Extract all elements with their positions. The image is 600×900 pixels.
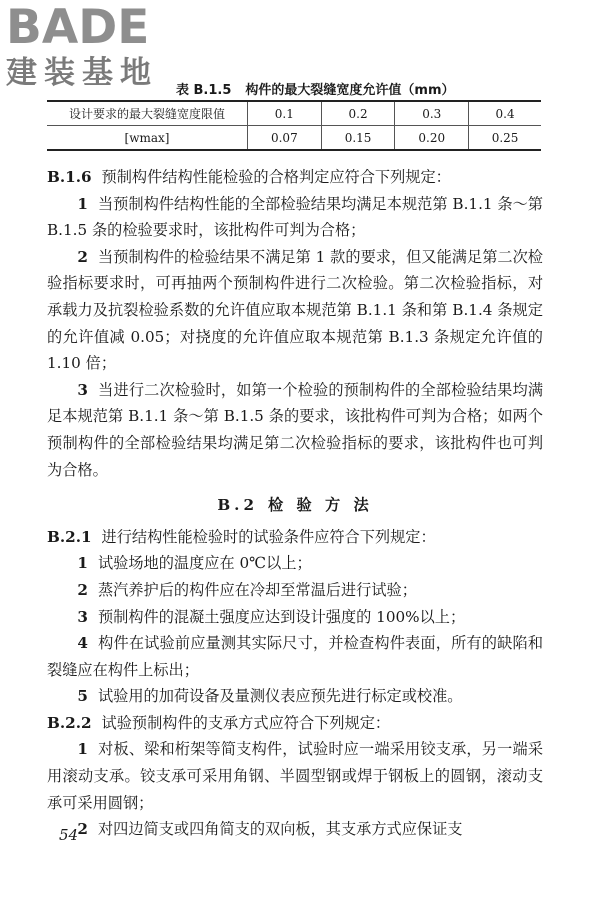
item-text: 当进行二次检验时，如第一个检验的预制构件的全部检验结果均满足本规范第 B.1.1 条～第 B.1.5 条的要求，该批构件可判为合格；如两个预制构件的全部检验结果均满足第二次检验指标的要求，该批构件也可判为合格。 <box>47 380 543 479</box>
section-label: B.2 <box>217 496 259 515</box>
logo-wordmark: BADE <box>6 0 150 55</box>
item-number: 2 <box>77 580 88 599</box>
item-number: 5 <box>77 687 88 706</box>
list-item <box>47 630 543 683</box>
table-caption <box>176 79 455 98</box>
item-text: 蒸汽养护后的构件应在冷却至常温后进行试验； <box>97 580 417 599</box>
clause-label: B.1.6 <box>47 168 92 186</box>
table-cell: 0.2 <box>321 101 395 126</box>
table-cell-label: 设计要求的最大裂缝宽度限值 <box>47 101 248 126</box>
crack-width-table <box>47 100 541 151</box>
table-cell: 0.15 <box>321 126 395 151</box>
document-body <box>47 164 543 843</box>
clause-b21 <box>47 524 543 551</box>
clause-b16 <box>47 164 543 191</box>
page-number: 54 <box>59 826 79 844</box>
item-text: 当预制构件结构性能的全部检验结果均满足本规范第 B.1.1 条～第 B.1.5 条的检验要求时，该批构件可判为合格； <box>47 194 543 240</box>
list-item <box>47 550 543 577</box>
clause-text: 预制构件结构性能检验的合格判定应符合下列规定： <box>101 168 451 186</box>
item-number: 1 <box>77 740 88 759</box>
item-number: 1 <box>77 194 88 213</box>
list-item <box>47 577 543 604</box>
clause-b22 <box>47 710 543 737</box>
item-number: 2 <box>77 820 88 839</box>
list-item <box>47 604 543 631</box>
table-number: 表 B.1.5 <box>176 83 232 98</box>
table-cell: 0.25 <box>469 126 541 151</box>
bade-logo <box>6 2 176 94</box>
section-heading <box>47 492 543 519</box>
clause-text: 进行结构性能检验时的试验条件应符合下列规定： <box>101 527 436 546</box>
table-row <box>47 101 541 126</box>
list-item <box>47 244 543 377</box>
table-cell: 0.1 <box>248 101 322 126</box>
item-text: 构件在试验前应量测其实际尺寸，并检查构件表面，所有的缺陷和裂缝应在构件上标出； <box>47 634 543 679</box>
item-number: 4 <box>77 634 88 653</box>
table-cell: 0.4 <box>469 101 541 126</box>
list-item <box>47 191 543 244</box>
table-cell: 0.20 <box>395 126 469 151</box>
item-number: 3 <box>77 380 88 399</box>
list-item <box>47 377 543 483</box>
item-text: 预制构件的混凝土强度应达到设计强度的 100%以上； <box>97 607 466 626</box>
table-cell: 0.3 <box>395 101 469 126</box>
table-row <box>47 126 541 151</box>
list-item <box>47 736 543 816</box>
item-text: 试验用的加荷设备及量测仪表应预先进行标定或校准。 <box>97 687 463 706</box>
clause-text: 试验预制构件的支承方式应符合下列规定： <box>101 713 391 732</box>
list-item <box>47 683 543 710</box>
table-cell: 0.07 <box>248 126 322 151</box>
item-text: 试验场地的温度应在 0℃以上； <box>97 554 312 573</box>
table-cell-label: [wmax] <box>47 126 248 151</box>
clause-label: B.2.1 <box>47 527 92 546</box>
item-number: 2 <box>77 247 88 266</box>
clause-label: B.2.2 <box>47 713 92 732</box>
table-title: 构件的最大裂缝宽度允许值（mm） <box>245 83 455 98</box>
item-number: 1 <box>77 554 88 573</box>
list-item <box>47 816 543 843</box>
item-text: 当预制构件的检验结果不满足第 1 款的要求，但又能满足第二次检验指标要求时，可再抽两个预制构件进行二次检验。第二次检验指标，对承载力及抗裂检验系数的允许值应取本规范第 B.1.1 条和第 B.1.4 条规定的允许值减 0.05；对挠度的允许值应取本规范第 B.1.3 条规定允许值的 1.10 倍； <box>47 247 543 373</box>
item-text: 对四边简支或四角简支的双向板，其支承方式应保证支 <box>97 820 463 839</box>
logo-subtitle: 建装基地 <box>6 55 158 91</box>
item-number: 3 <box>77 607 88 626</box>
item-text: 对板、梁和桁架等简支构件，试验时应一端采用铰支承，另一端采用滚动支承。铰支承可采用角钢、半圆型钢或焊于钢板上的圆钢，滚动支承可采用圆钢； <box>47 740 543 812</box>
section-title: 检 验 方 法 <box>268 496 373 515</box>
